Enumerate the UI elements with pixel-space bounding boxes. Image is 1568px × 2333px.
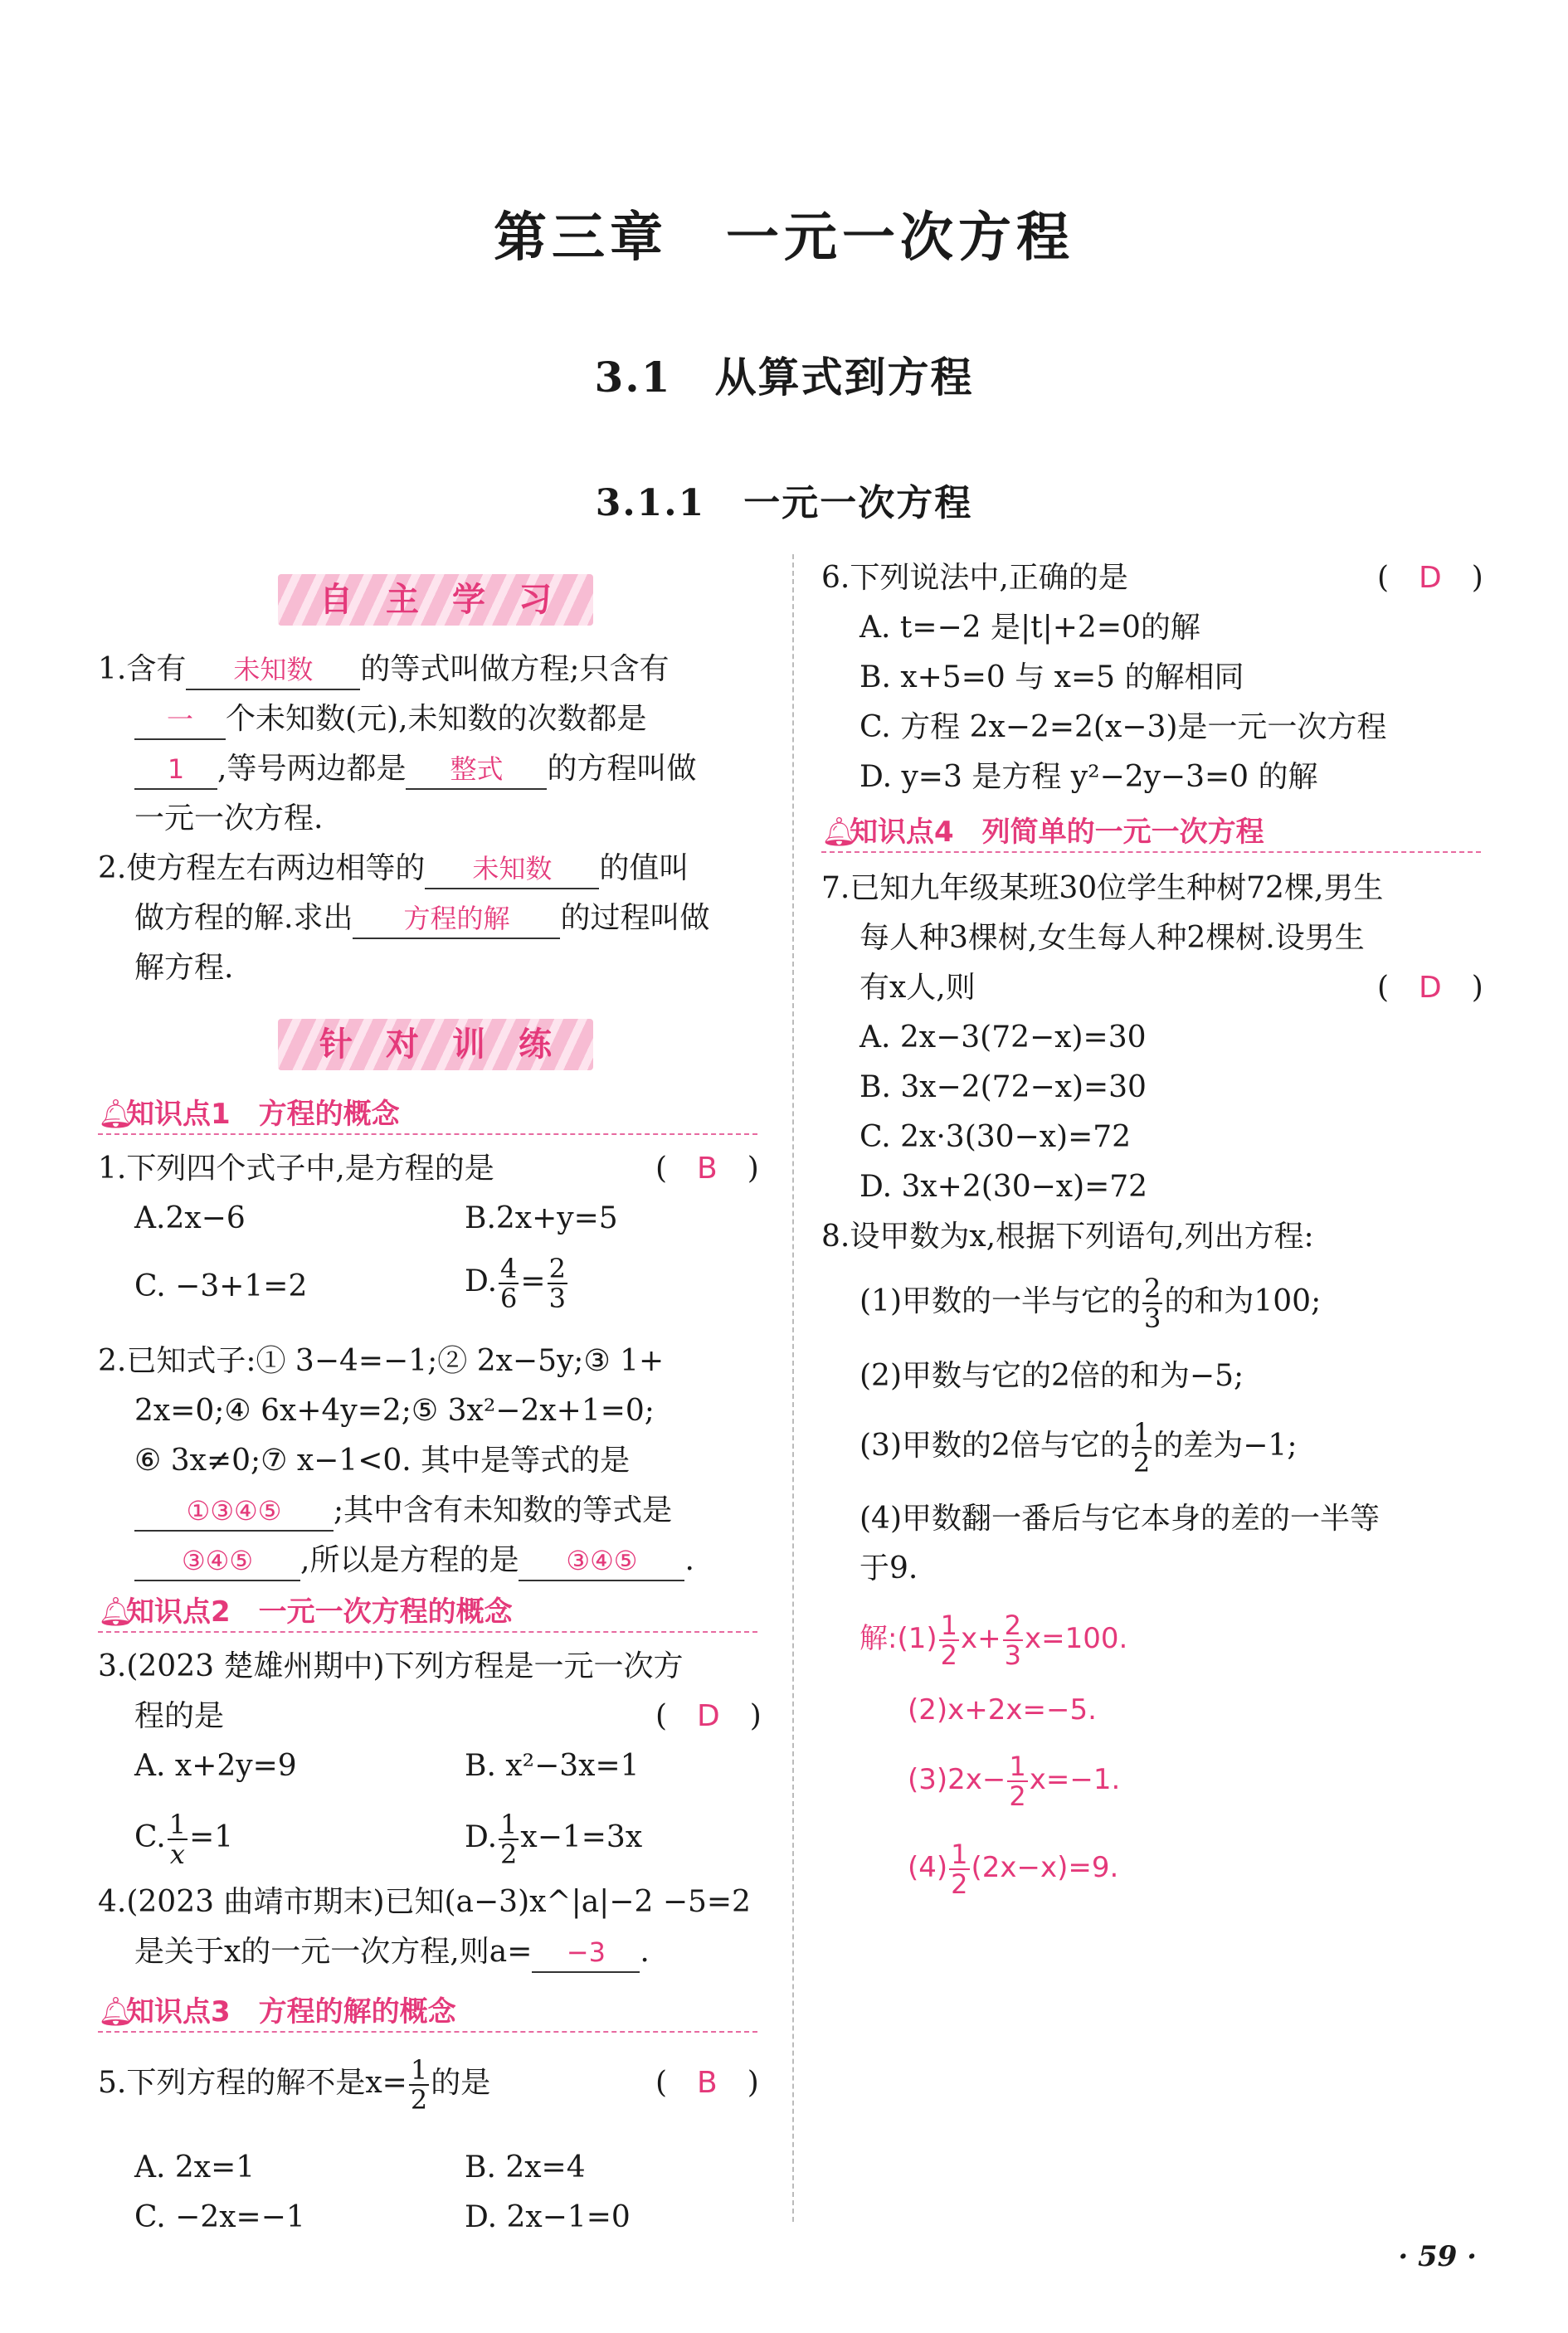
q7-line3: 有x人,则 [859, 971, 976, 1005]
q1-option-a: A.2x−6 [134, 1201, 246, 1235]
section-title: 3.1 从算式到方程 [594, 353, 974, 402]
blank: 未知数 [425, 850, 599, 889]
q5-option-d: D. 2x−1=0 [465, 2200, 631, 2234]
q1-answer: ( B ) [655, 1152, 759, 1186]
self-study-q1-line2: 一 个未知数(元),未知数的次数都是 [134, 699, 647, 740]
blank: −3 [532, 1933, 640, 1973]
q4-line2: 是关于x的一元一次方程,则a= −3 . [134, 1931, 650, 1973]
banner-training: 针对训练 [278, 1019, 593, 1070]
self-study-q1-line1: 1.含有 未知数 的等式叫做方程;只含有 [98, 649, 670, 690]
blank: ③④⑤ [134, 1542, 300, 1581]
q8-solution-1: 解:(1) $\frac{1}{2}$ x+ $\frac{2}{3}$ x=100. [859, 1609, 1128, 1671]
q7-option-c: C. 2x·3(30−x)=72 [859, 1120, 1132, 1154]
q1-stem: 1.下列四个式子中,是方程的是 [98, 1152, 494, 1186]
q8-part2: (2)甲数与它的2倍的和为−5; [859, 1359, 1244, 1393]
q7-line1: 7.已知九年级某班30位学生种树72棵,男生 [821, 871, 1384, 905]
blank: ③④⑤ [519, 1542, 684, 1581]
q8-solution-4: (4) $\frac{1}{2}$ (2x−x)=9. [908, 1838, 1119, 1900]
q8-part4-line2: 于9. [859, 1551, 918, 1585]
knowledge-point-1: 🔔︎知识点1 方程的概念 [98, 1093, 757, 1135]
q6-option-b: B. x+5=0 与 x=5 的解相同 [859, 660, 1244, 694]
knowledge-point-3: 🔔︎知识点3 方程的解的概念 [98, 1991, 757, 2033]
q4-line1: 4.(2023 曲靖市期末)已知(a−3)x^|a|−2 −5=2 [98, 1885, 751, 1919]
blank: 整式 [406, 750, 547, 790]
q5-option-b: B. 2x=4 [465, 2150, 586, 2184]
q7-line2: 每人种3棵树,女生每人种2棵树.设男生 [859, 921, 1365, 955]
knowledge-point-2: 🔔︎知识点2 一元一次方程的概念 [98, 1591, 757, 1633]
self-study-q2-line2: 做方程的解.求出 方程的解 的过程叫做 [134, 898, 709, 939]
subsection-title: 3.1.1 一元一次方程 [595, 482, 973, 524]
q5-option-c: C. −2x=−1 [134, 2200, 305, 2234]
q6-option-d: D. y=3 是方程 y²−2y−3=0 的解 [859, 760, 1318, 794]
q3-option-c: C. $\frac{1}{x}$ =1 [134, 1809, 234, 1870]
q8-part3: (3)甲数的2倍与它的 $\frac{1}{2}$ 的差为−1; [859, 1417, 1298, 1478]
blank: 一 [134, 700, 226, 740]
banner-self-study: 自主学习 [278, 574, 593, 626]
q6-answer: ( D ) [1377, 561, 1483, 595]
column-divider [792, 554, 794, 2222]
blank: ①③④⑤ [134, 1492, 334, 1532]
q3-option-d: D. $\frac{1}{2}$ x−1=3x [465, 1809, 643, 1870]
q2-line1: 2.已知式子:① 3−4=−1;② 2x−5y;③ 1+ [98, 1344, 665, 1378]
q6-option-c: C. 方程 2x−2=2(x−3)是一元一次方程 [859, 710, 1387, 744]
q1-option-c: C. −3+1=2 [134, 1269, 308, 1303]
self-study-q2-line1: 2.使方程左右两边相等的 未知数 的值叫 [98, 848, 689, 889]
bell-icon: 🔔︎ [821, 816, 858, 849]
q5-stem: 5.下列方程的解不是x= $\frac{1}{2}$ 的是 [98, 2054, 491, 2116]
q2-line4: ①③④⑤ ;其中含有未知数的等式是 [134, 1490, 672, 1532]
q8-solution-2: (2)x+2x=−5. [908, 1693, 1097, 1727]
q3-answer: ( D ) [655, 1699, 762, 1733]
q2-line5: ③④⑤ ,所以是方程的是 ③④⑤ . [134, 1540, 694, 1581]
q7-option-a: A. 2x−3(72−x)=30 [859, 1020, 1147, 1054]
q1-option-b: B.2x+y=5 [465, 1201, 618, 1235]
q7-option-d: D. 3x+2(30−x)=72 [859, 1170, 1148, 1204]
q8-part4-line1: (4)甲数翻一番后与它本身的差的一半等 [859, 1502, 1380, 1536]
q8-part1: (1)甲数的一半与它的 $\frac{2}{3}$ 的和为100; [859, 1273, 1322, 1334]
q7-option-b: B. 3x−2(72−x)=30 [859, 1070, 1147, 1104]
bell-icon: 🔔︎ [98, 1595, 134, 1629]
q3-option-b: B. x²−3x=1 [465, 1749, 640, 1783]
bell-icon: 🔔︎ [98, 1098, 134, 1131]
q1-option-d: D. $\frac{4}{6}$ = $\frac{2}{3}$ [465, 1253, 566, 1314]
q8-solution-3: (3)2x− $\frac{1}{2}$ x=−1. [908, 1750, 1121, 1812]
self-study-q2-line3: 解方程. [134, 951, 234, 985]
q2-line3: ⑥ 3x≠0;⑦ x−1<0. 其中是等式的是 [134, 1444, 631, 1478]
blank: 未知数 [186, 650, 360, 690]
q6-stem: 6.下列说法中,正确的是 [821, 561, 1128, 595]
self-study-q1-line4: 一元一次方程. [134, 801, 324, 835]
q5-option-a: A. 2x=1 [134, 2150, 256, 2184]
q7-answer: ( D ) [1377, 971, 1483, 1005]
q2-line2: 2x=0;④ 6x+4y=2;⑤ 3x²−2x+1=0; [134, 1394, 655, 1428]
blank: 方程的解 [353, 899, 560, 939]
blank: 1 [134, 750, 217, 790]
q3-line1: 3.(2023 楚雄州期中)下列方程是一元一次方 [98, 1649, 684, 1683]
q3-line2: 程的是 [134, 1699, 225, 1733]
q3-option-a: A. x+2y=9 [134, 1749, 297, 1783]
self-study-q1-line3: 1 ,等号两边都是 整式 的方程叫做 [134, 748, 696, 790]
page-number: · 59 · [1398, 2240, 1477, 2273]
bell-icon: 🔔︎ [98, 1995, 134, 2029]
q5-answer: ( B ) [655, 2066, 759, 2100]
q6-option-a: A. t=−2 是|t|+2=0的解 [859, 611, 1200, 645]
chapter-title: 第三章 一元一次方程 [494, 207, 1074, 269]
q8-line1: 8.设甲数为x,根据下列语句,列出方程: [821, 1220, 1314, 1254]
knowledge-point-4: 🔔︎知识点4 列简单的一元一次方程 [821, 811, 1481, 853]
